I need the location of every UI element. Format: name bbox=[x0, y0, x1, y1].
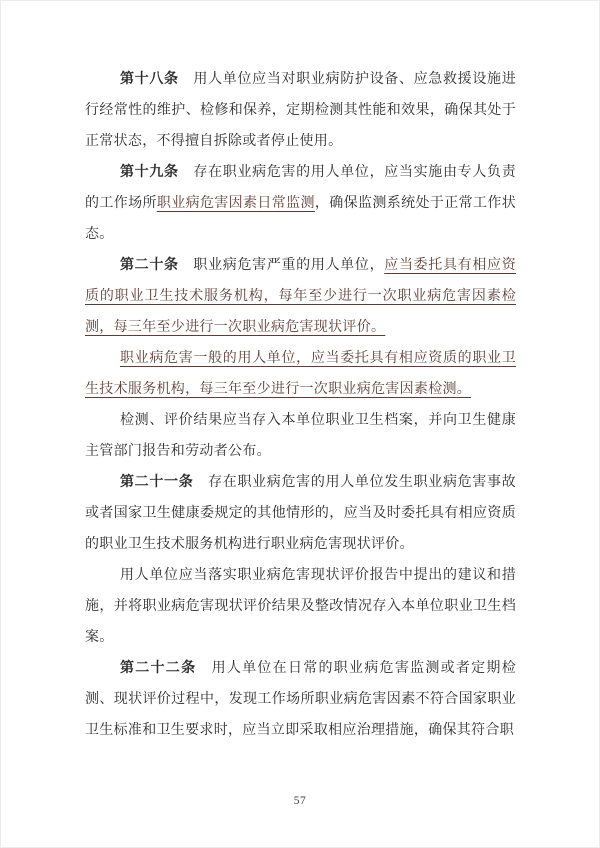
article-20-para2-emphasized-text: 职业病危害一般的用人单位，应当委托具有相应资质的职业卫生技术服务机构，每三年至少进行一次职业病危害因素检测。 bbox=[85, 351, 516, 397]
page-number: 57 bbox=[293, 795, 307, 807]
article-21-number: 第二十一条 bbox=[120, 475, 194, 490]
article-20-number: 第二十条 bbox=[120, 258, 179, 273]
paragraph-article-21-2 bbox=[85, 560, 516, 653]
paragraph-article-19 bbox=[85, 157, 516, 250]
paragraph-article-20-3 bbox=[85, 405, 516, 467]
paragraph-article-20-2 bbox=[85, 343, 516, 405]
article-21-para2-text: 用人单位应当落实职业病危害现状评价报告中提出的建议和措施，并将职业病危害现状评价结果及整改情况存入本单位职业卫生档案。 bbox=[85, 568, 516, 645]
paragraph-article-22 bbox=[85, 653, 516, 746]
document-body bbox=[85, 64, 516, 746]
article-20-para3-text: 检测、评价结果应当存入本单位职业卫生档案，并向卫生健康主管部门报告和劳动者公布。 bbox=[85, 413, 516, 459]
paragraph-article-20 bbox=[85, 250, 516, 343]
paragraph-article-21 bbox=[85, 467, 516, 560]
article-19-number: 第十九条 bbox=[120, 165, 179, 180]
article-19-emphasized-text: 职业病危害因素日常监测 bbox=[156, 196, 315, 211]
article-21-text: 存在职业病危害的用人单位发生职业病危害事故或者国家卫生健康委规定的其他情形的，应当及时委托具有相应资质的职业卫生技术服务机构进行职业病危害现状评价。 bbox=[85, 475, 516, 552]
article-18-text: 用人单位应当对职业病防护设备、应急救援设施进行经常性的维护、检修和保养，定期检测其性能和效果，确保其处于正常状态，不得擅自拆除或者停止使用。 bbox=[85, 72, 517, 149]
article-19-text: 存在职业病危害的用人单位，应当实施由专人负责的工作场所 bbox=[85, 165, 517, 211]
article-20-text: 职业病危害严重的用人单位， bbox=[178, 258, 385, 273]
article-19-text-tail: ，确保监测系统处于正常工作状态。 bbox=[85, 196, 516, 242]
article-22-number: 第二十二条 bbox=[120, 661, 197, 676]
article-18-number: 第十八条 bbox=[120, 72, 179, 87]
article-20-emphasized-text: 应当委托具有相应资质的职业卫生技术服务机构，每年至少进行一次职业病危害因素检测，每三年至少进行一次职业病危害现状评价。 bbox=[85, 258, 517, 335]
paragraph-article-18 bbox=[85, 64, 516, 157]
article-22-text: 用人单位在日常的职业病危害监测或者定期检测、现状评价过程中，发现工作场所职业病危害因素不符合国家职业卫生标准和卫生要求时，应当立即采取相应治理措施，确保其符合职 bbox=[85, 661, 516, 738]
